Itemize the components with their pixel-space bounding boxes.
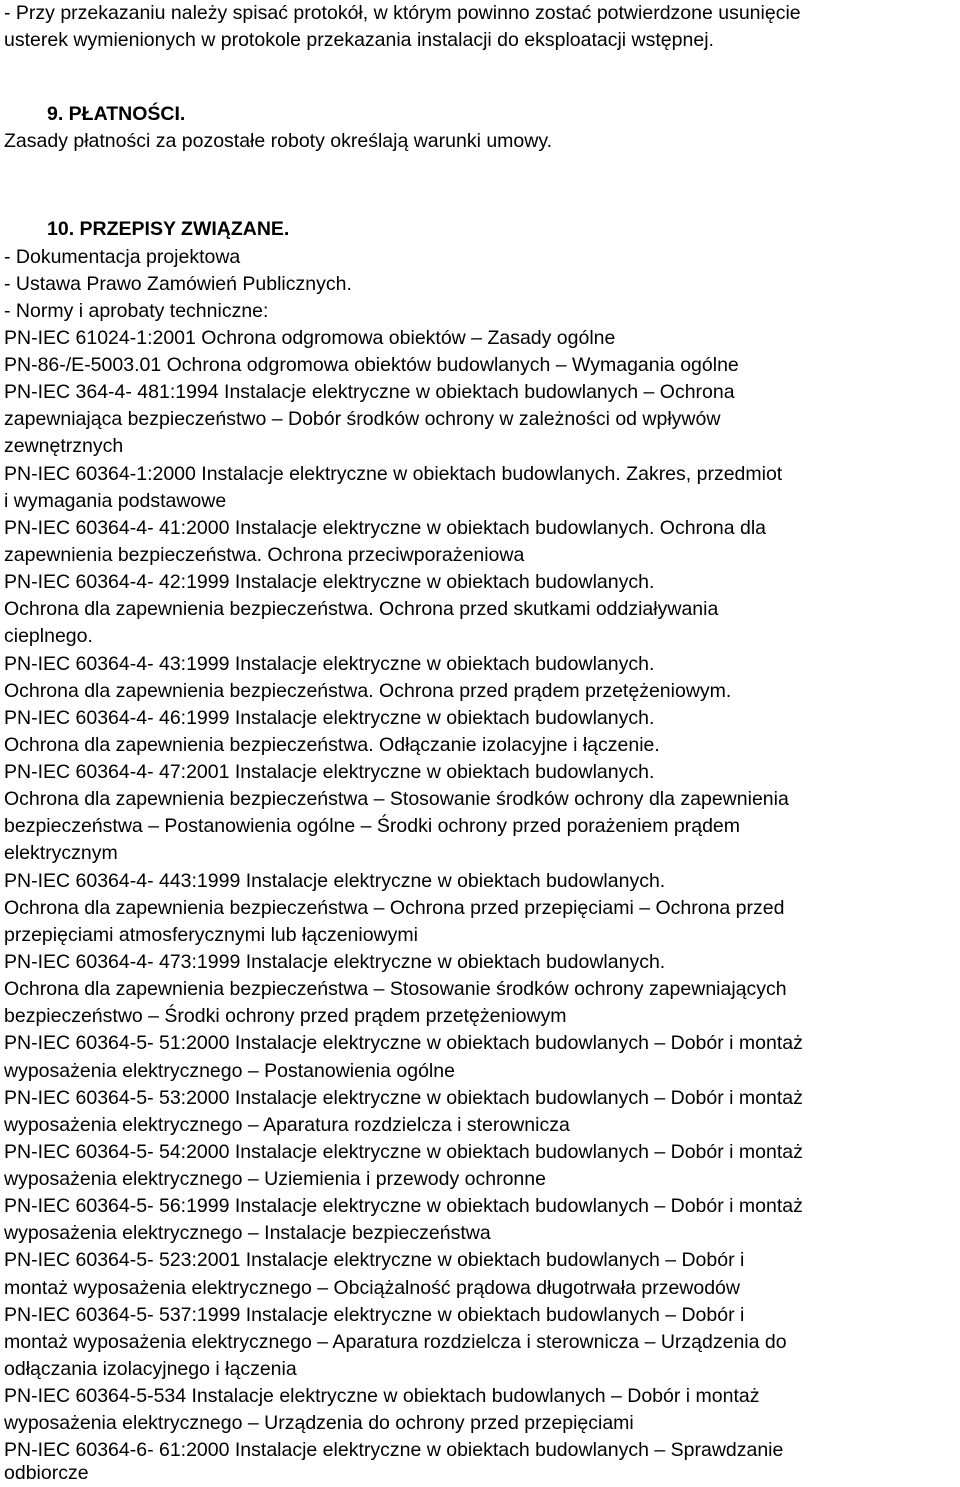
text-line: bezpieczeństwa – Postanowienia ogólne – Środki ochrony przed porażeniem prądem <box>4 815 741 837</box>
text-line: PN-86-/E-5003.01 Ochrona odgromowa obiektów budowlanych – Wymagania ogólne <box>4 354 739 376</box>
text-line: odbiorcze <box>4 1462 89 1484</box>
text-line: - Ustawa Prawo Zamówień Publicznych. <box>4 273 352 295</box>
text-line: elektrycznym <box>4 842 118 864</box>
text-line: zewnętrznych <box>4 435 124 457</box>
document-page <box>4 0 956 1487</box>
text-line: przepięciami atmosferycznymi lub łączeniowymi <box>4 924 418 946</box>
text-line: usterek wymienionych w protokole przekazania instalacji do eksploatacji wstępnej. <box>4 29 714 51</box>
text-line: wyposażenia elektrycznego – Aparatura rozdzielcza i sterownicza <box>4 1114 570 1136</box>
text-line: montaż wyposażenia elektrycznego – Aparatura rozdzielcza i sterownicza – Urządzenia do <box>4 1331 787 1353</box>
text-line: PN-IEC 60364-5- 54:2000 Instalacje elektryczne w obiektach budowlanych – Dobór i montaż <box>4 1141 803 1163</box>
section-heading-payments: 9. PŁATNOŚCI. <box>47 103 186 125</box>
text-line: PN-IEC 60364-4- 46:1999 Instalacje elektryczne w obiektach budowlanych. <box>4 707 655 729</box>
text-line: zapewnienia bezpieczeństwa. Ochrona przeciwporażeniowa <box>4 544 525 566</box>
text-line: cieplnego. <box>4 625 93 647</box>
text-line: PN-IEC 60364-5- 51:2000 Instalacje elektryczne w obiektach budowlanych – Dobór i montaż <box>4 1032 803 1054</box>
text-line: PN-IEC 60364-5- 523:2001 Instalacje elektryczne w obiektach budowlanych – Dobór i <box>4 1249 745 1271</box>
text-line: i wymagania podstawowe <box>4 490 227 512</box>
text-line: montaż wyposażenia elektrycznego – Obciążalność prądowa długotrwała przewodów <box>4 1277 740 1299</box>
text-line: PN-IEC 60364-5- 53:2000 Instalacje elektryczne w obiektach budowlanych – Dobór i montaż <box>4 1087 803 1109</box>
text-line: Ochrona dla zapewnienia bezpieczeństwa. Ochrona przed prądem przetężeniowym. <box>4 680 732 702</box>
text-line: Zasady płatności za pozostałe roboty określają warunki umowy. <box>4 130 553 152</box>
text-line: wyposażenia elektrycznego – Uziemienia i przewody ochronne <box>4 1168 546 1190</box>
text-line: PN-IEC 60364-4- 473:1999 Instalacje elektryczne w obiektach budowlanych. <box>4 951 666 973</box>
text-line: PN-IEC 60364-6- 61:2000 Instalacje elektryczne w obiektach budowlanych – Sprawdzanie <box>4 1439 784 1461</box>
text-line: PN-IEC 60364-4- 47:2001 Instalacje elektryczne w obiektach budowlanych. <box>4 761 655 783</box>
text-line: wyposażenia elektrycznego – Urządzenia do ochrony przed przepięciami <box>4 1412 634 1434</box>
text-line: Ochrona dla zapewnienia bezpieczeństwa. Odłączanie izolacyjne i łączenie. <box>4 734 660 756</box>
text-line: odłączania izolacyjnego i łączenia <box>4 1358 297 1380</box>
text-line: PN-IEC 60364-5- 537:1999 Instalacje elektryczne w obiektach budowlanych – Dobór i <box>4 1304 745 1326</box>
text-line: PN-IEC 61024-1:2001 Ochrona odgromowa obiektów – Zasady ogólne <box>4 327 616 349</box>
text-line: PN-IEC 60364-4- 41:2000 Instalacje elektryczne w obiektach budowlanych. Ochrona dla <box>4 517 767 539</box>
text-line: PN-IEC 60364-1:2000 Instalacje elektryczne w obiektach budowlanych. Zakres, przedmiot <box>4 463 783 485</box>
text-line: PN-IEC 60364-4- 443:1999 Instalacje elektryczne w obiektach budowlanych. <box>4 870 666 892</box>
text-line: - Dokumentacja projektowa <box>4 246 241 268</box>
text-line: wyposażenia elektrycznego – Postanowienia ogólne <box>4 1060 455 1082</box>
text-line: - Normy i aprobaty techniczne: <box>4 300 269 322</box>
text-line: PN-IEC 364-4- 481:1994 Instalacje elektryczne w obiektach budowlanych – Ochrona <box>4 381 735 403</box>
text-line: Ochrona dla zapewnienia bezpieczeństwa. Ochrona przed skutkami oddziaływania <box>4 598 719 620</box>
text-line: Ochrona dla zapewnienia bezpieczeństwa – Stosowanie środków ochrony dla zapewnienia <box>4 788 789 810</box>
text-line: PN-IEC 60364-5- 56:1999 Instalacje elektryczne w obiektach budowlanych – Dobór i montaż <box>4 1195 803 1217</box>
text-line: wyposażenia elektrycznego – Instalacje bezpieczeństwa <box>4 1222 491 1244</box>
text-line: PN-IEC 60364-4- 43:1999 Instalacje elektryczne w obiektach budowlanych. <box>4 653 655 675</box>
section-heading-regulations: 10. PRZEPISY ZWIĄZANE. <box>47 218 290 240</box>
text-line: bezpieczeństwo – Środki ochrony przed prądem przetężeniowym <box>4 1005 567 1027</box>
text-line: zapewniająca bezpieczeństwo – Dobór środków ochrony w zależności od wpływów <box>4 408 721 430</box>
text-line: PN-IEC 60364-5-534 Instalacje elektryczne w obiektach budowlanych – Dobór i montaż <box>4 1385 760 1407</box>
text-line: - Przy przekazaniu należy spisać protokół, w którym powinno zostać potwierdzone usunięcie <box>4 2 801 24</box>
text-line: PN-IEC 60364-4- 42:1999 Instalacje elektryczne w obiektach budowlanych. <box>4 571 655 593</box>
text-line: Ochrona dla zapewnienia bezpieczeństwa – Stosowanie środków ochrony zapewniających <box>4 978 787 1000</box>
text-line: Ochrona dla zapewnienia bezpieczeństwa – Ochrona przed przepięciami – Ochrona przed <box>4 897 785 919</box>
